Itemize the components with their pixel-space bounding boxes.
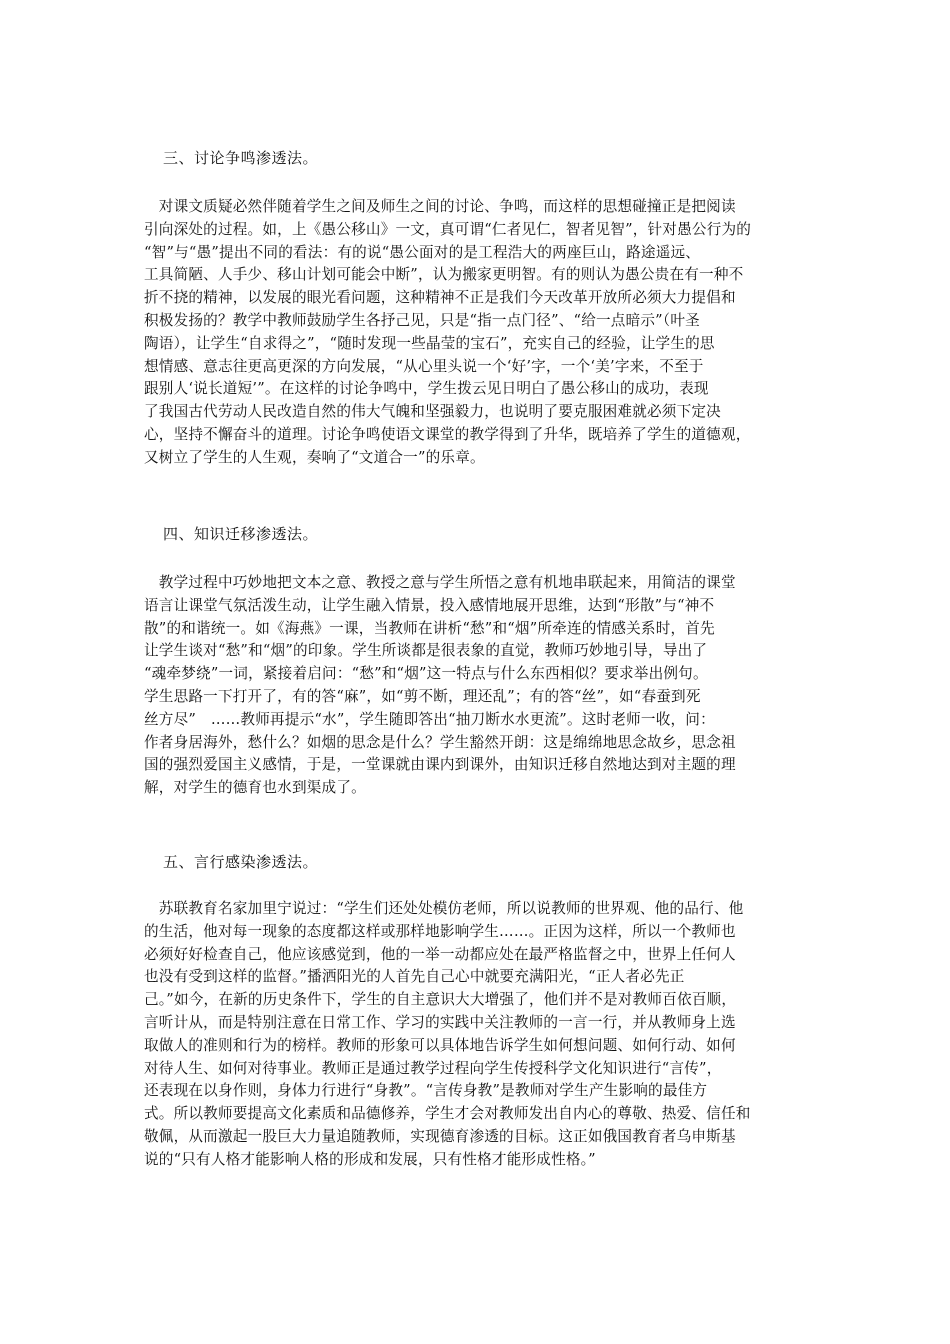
paragraph-line: 言听计从，而是特别注意在日常工作、学习的实践中关注教师的一言一行，并从教师身上选 bbox=[144, 1013, 736, 1031]
paragraph-line: 让学生谈对“愁”和“烟”的印象。学生所谈都是很表象的直觉，教师巧妙地引导，导出了 bbox=[144, 642, 708, 660]
paragraph-line: 对课文质疑必然伴随着学生之间及师生之间的讨论、争鸣，而这样的思想碰撞正是把阅读 bbox=[144, 198, 736, 215]
paragraph-line: 语言让课堂气氛活泼生动，让学生融入情景，投入感情地展开思维，达到“形散”与“神不 bbox=[144, 596, 715, 614]
paragraph-line: 心，坚持不懈奋斗的道理。讨论争鸣使语文课堂的教学得到了升华，既培养了学生的道德观， bbox=[144, 425, 751, 443]
paragraph-line: 必须好好检查自己，他应该感觉到，他的一举一动都应处在最严格监督之中，世界上任何人 bbox=[144, 945, 736, 963]
section-heading-discussion: 三、讨论争鸣渗透法。 bbox=[163, 149, 319, 167]
paragraph-line: 教学过程中巧妙地把文本之意、教授之意与学生所悟之意有机地串联起来，用简洁的课堂 bbox=[144, 574, 736, 591]
paragraph-line: 又树立了学生的人生观，奏响了“文道合一”的乐章。 bbox=[144, 448, 485, 466]
paragraph-line: 作者身居海外，愁什么？如烟的思念是什么？学生豁然开朗：这是绵绵地思念故乡，思念祖 bbox=[144, 733, 736, 751]
paragraph-line: 也没有受到这样的监督。”播洒阳光的人首先自己心中就要充满阳光，“正人者必先正 bbox=[144, 968, 685, 986]
paragraph-line: “魂牵梦绕”一词，紧接着启问：“愁”和“烟”这一特点与什么东西相似？要求举出例句。 bbox=[144, 665, 708, 683]
paragraph-line: 跟别人‘说长道短’”。在这样的讨论争鸣中，学生拨云见日明白了愚公移山的成功，表现 bbox=[144, 380, 709, 398]
paragraph-discussion bbox=[144, 196, 814, 470]
paragraph-line: “智”与“愚”提出不同的看法：有的说“愚公面对的是工程浩大的两座巨山，路途遥远、 bbox=[144, 243, 701, 261]
paragraph-line: 散”的和谐统一。如《海燕》一课，当教师在讲析“愁”和“烟”所牵连的情感关系时，首先 bbox=[144, 619, 715, 637]
paragraph-line: 了我国古代劳动人民改造自然的伟大气魄和坚强毅力，也说明了要克服困难就必须下定决 bbox=[144, 403, 721, 421]
paragraph-line: 式。所以教师要提高文化素质和品德修养，学生才会对教师发出自内心的尊敬、热爱、信任和 bbox=[144, 1105, 751, 1123]
paragraph-line: 想情感、意志往更高更深的方向发展，“从心里头说一个‘好’字，一个‘美’字来，不至于 bbox=[144, 357, 704, 375]
paragraph-line: 还表现在以身作则，身体力行进行“身教”。“言传身教”是教师对学生产生影响的最佳方 bbox=[144, 1082, 708, 1100]
paragraph-line: 丝方尽” ……教师再提示“水”，学生随即答出“抽刀断水水更流”。这时老师一收，问： bbox=[144, 710, 715, 728]
paragraph-line: 陶语），让学生“自求得之”，“随时发现一些晶莹的宝石”，充实自己的经验，让学生的思 bbox=[144, 334, 715, 352]
paragraph-line: 苏联教育名家加里宁说过：“学生们还处处模仿老师，所以说教师的世界观、他的品行、他 bbox=[144, 900, 744, 917]
paragraph-line: 敬佩，从而激起一股巨大力量追随教师，实现德育渗透的目标。这正如俄国教育者乌申斯基 bbox=[144, 1127, 736, 1145]
paragraph-line: 国的强烈爱国主义感情，于是，一堂课就由课内到课外，由知识迁移自然地达到对主题的理 bbox=[144, 756, 736, 774]
paragraph-line: 学生思路一下打开了，有的答“麻”，如“剪不断，理还乱”；有的答“丝”，如“春蚕到死 bbox=[144, 687, 701, 705]
paragraph-line: 说的“只有人格才能影响人格的形成和发展，只有性格才能形成性格。” bbox=[144, 1150, 596, 1168]
paragraph-line: 取做人的准则和行为的榜样。教师的形象可以具体地告诉学生如何想问题、如何行动、如何 bbox=[144, 1036, 736, 1054]
section-heading-words-deeds: 五、言行感染渗透法。 bbox=[163, 853, 319, 871]
paragraph-line: 引向深处的过程。如，上《愚公移山》一文，真可谓“仁者见仁，智者见智”，针对愚公行为的 bbox=[144, 220, 752, 238]
paragraph-line: 对待人生、如何对待事业。教师正是通过教学过程向学生传授科学文化知识进行“言传”， bbox=[144, 1059, 722, 1077]
paragraph-line: 折不挠的精神，以发展的眼光看问题，这种精神不正是我们今天改革开放所必须大力提倡和 bbox=[144, 289, 736, 307]
paragraph-line: 解，对学生的德育也水到渠成了。 bbox=[144, 779, 366, 797]
paragraph-line: 积极发扬的？教学中教师鼓励学生各抒己见，只是“指一点门径”、“给一点暗示”（叶圣 bbox=[144, 311, 700, 329]
paragraph-knowledge-transfer bbox=[144, 572, 814, 800]
paragraph-words-deeds bbox=[144, 898, 814, 1172]
section-heading-knowledge-transfer: 四、知识迁移渗透法。 bbox=[163, 525, 319, 543]
paragraph-line: 己。”如今，在新的历史条件下，学生的自主意识大大增强了，他们并不是对教师百依百顺， bbox=[144, 991, 737, 1009]
paragraph-line: 的生活，他对每一现象的态度都这样或那样地影响学生……。正因为这样，所以一个教师也 bbox=[144, 922, 736, 940]
paragraph-line: 工具简陋、人手少、移山计划可能会中断”，认为搬家更明智。有的则认为愚公贵在有一种不 bbox=[144, 266, 744, 284]
